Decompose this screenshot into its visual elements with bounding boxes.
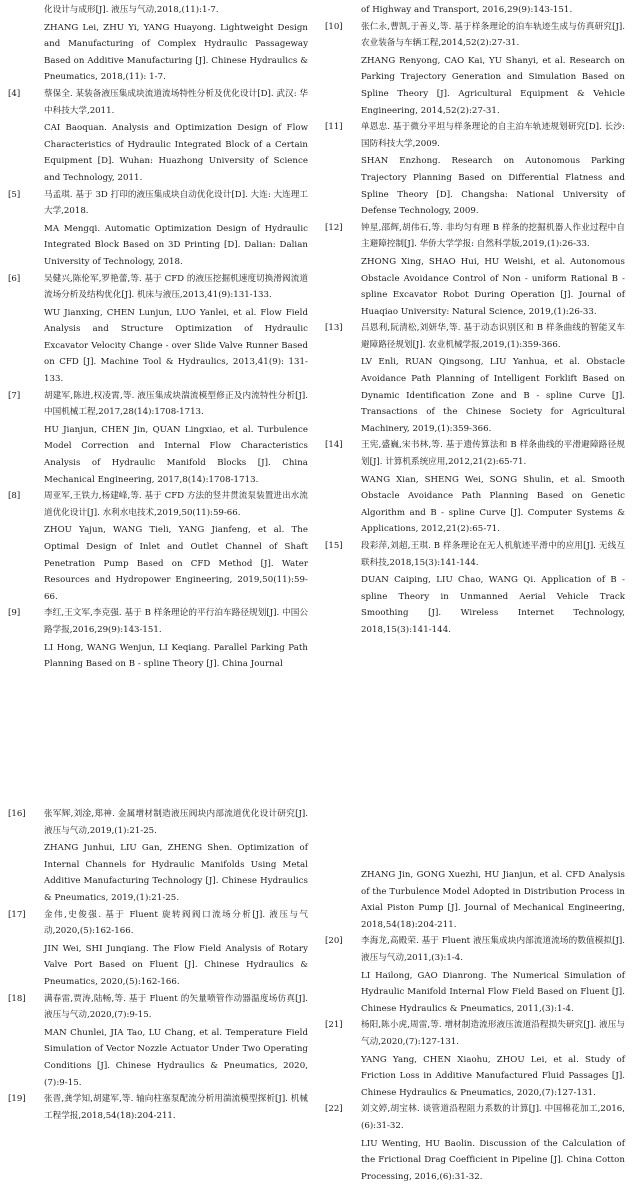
reference-entry	[8, 2, 308, 86]
reference-number: [12]	[325, 220, 343, 237]
reference-text-english: HU Jianjun, CHEN Jin, QUAN Lingxiao, et al. Turbulence Model Correction and Internal Flow Characteristics Analysis of Hydraulic Manifold Blocks [J]. China Mechanical Engineering, 2017,8(14):1708-1713.	[44, 422, 308, 488]
reference-number: [16]	[8, 806, 26, 823]
reference-text-chinese: 化设计与成形[J]. 液压与气动,2018,(11):1-7.	[44, 2, 308, 19]
reference-entry	[325, 119, 625, 220]
reference-number: [18]	[8, 991, 26, 1008]
reference-number: [22]	[325, 1101, 343, 1118]
reference-entry	[8, 1091, 308, 1124]
reference-column-bottom-left	[8, 806, 308, 1124]
reference-entry	[8, 86, 308, 187]
reference-text-english: ZHONG Xing, SHAO Hui, HU Weishi, et al. Autonomous Obstacle Avoidance Control of Non - uniform Rational B - spline Excavator Robot During Operation [J]. Journal of Huaqiao University: Natural Science, 2019,(1):26-33.	[361, 254, 625, 320]
reference-text-chinese: 张晋,龚学知,胡建军,等. 轴向柱塞泵配流分析用湍流模型探析[J]. 机械工程学报,2018,54(18):204-211.	[44, 1091, 308, 1124]
reference-text-english: YANG Yang, CHEN Xiaohu, ZHOU Lei, et al. Study of Friction Loss in Additive Manufactured Fluid Passages [J]. Chinese Hydraulics & Pneumatics, 2020,(7):127-131.	[361, 1052, 625, 1102]
reference-column-bottom-right	[325, 867, 625, 1185]
reference-text-chinese: 马孟琪. 基于 3D 打印的液压集成块自动优化设计[D]. 大连: 大连理工大学,2018.	[44, 187, 308, 220]
reference-number: [11]	[325, 119, 343, 136]
reference-number: [17]	[8, 907, 26, 924]
reference-entry	[325, 1017, 625, 1101]
reference-text-chinese: 金伟,史俊强. 基于 Fluent 旋转阀阀口流场分析[J]. 液压与气动,2020,(5):162-166.	[44, 907, 308, 940]
reference-text-chinese: 李红,王文军,李克强. 基于 B 样条理论的平行泊车路径规划[J]. 中国公路学报,2016,29(9):143-151.	[44, 605, 308, 638]
reference-text-chinese: 单恩忠. 基于微分平坦与样条理论的自主泊车轨迹规划研究[D]. 长沙: 国防科技大学,2009.	[361, 119, 625, 152]
reference-number: [15]	[325, 538, 343, 555]
reference-text-chinese: 周亚军,王铁力,杨建峰,等. 基于 CFD 方法的竖井贯流泵装置进出水流道优化设计[J]. 水利水电技术,2019,50(11):59-66.	[44, 488, 308, 521]
reference-text-chinese: 蔡保全. 某装备液压集成块流道流场特性分析及优化设计[D]. 武汉: 华中科技大学,2011.	[44, 86, 308, 119]
reference-number: [9]	[8, 605, 20, 622]
reference-entry	[325, 538, 625, 639]
reference-entry	[8, 991, 308, 1092]
reference-entry	[8, 187, 308, 271]
reference-text-english: ZHOU Yajun, WANG Tieli, YANG Jianfeng, et al. The Optimal Design of Inlet and Outlet Channel of Shaft Penetration Pump Based on CFD Method [J]. Water Resources and Hydropower Engineering, 2019,50(11):59-66.	[44, 522, 308, 605]
reference-text-chinese: 吴健兴,陈伦军,罗艳蕾,等. 基于 CFD 的液压挖掘机速度切换滑阀流道流场分析及结构优化[J]. 机床与液压,2013,41(9):131-133.	[44, 271, 308, 304]
reference-number: [13]	[325, 320, 343, 337]
reference-text-chinese: 段彩萍,刘超,王琪. B 样条理论在无人机航迹平滑中的应用[J]. 无线互联科技,2018,15(3):141-144.	[361, 538, 625, 571]
reference-entry	[8, 488, 308, 605]
reference-text-chinese: 吕恩利,阮清松,刘妍华,等. 基于动态识别区和 B 样条曲线的智能叉车避障路径规划[J]. 农业机械学报,2019,(1):359-366.	[361, 320, 625, 353]
reference-number: [10]	[325, 19, 343, 36]
reference-entry	[325, 437, 625, 538]
reference-text-chinese: 满春雷,贾涛,陆畅,等. 基于 Fluent 的矢量喷管作动器温度场仿真[J]. 液压与气动,2020,(7):9-15.	[44, 991, 308, 1024]
reference-text-chinese: 张军辉,刘淦,郑神. 金属增材制造液压阀块内部流道优化设计研究[J]. 液压与气动,2019,(1):21-25.	[44, 806, 308, 839]
reference-entry	[8, 271, 308, 388]
reference-text-english: JIN Wei, SHI Junqiang. The Flow Field Analysis of Rotary Valve Port Based on Fluent [J]. Chinese Hydraulics & Pneumatics, 2020,(5):162-166.	[44, 941, 308, 991]
reference-column-top-left	[8, 2, 308, 673]
reference-text-english: DUAN Caiping, LIU Chao, WANG Qi. Application of B - spline Theory in Unmanned Aerial Vehicle Track Smoothing [J]. Wireless Internet Technology, 2018,15(3):141-144.	[361, 572, 625, 638]
reference-text-english: LIU Wenting, HU Baolin. Discussion of the Calculation of the Frictional Drag Coefficient in Pipeline [J]. China Cotton Processing, 2016,(6):31-32.	[361, 1136, 625, 1185]
reference-text-chinese: 胡建军,陈进,权凌霄,等. 液压集成块湍流模型修正及内流特性分析[J]. 中国机械工程,2017,28(14):1708-1713.	[44, 388, 308, 421]
reference-text-english: LV Enli, RUAN Qingsong, LIU Yanhua, et al. Obstacle Avoidance Path Planning of Intelligent Forklift Based on Dynamic Identification Zone and B - spline Curve [J]. Transactions of the Chinese Society for Agricultural Machinery, 2019,(1):359-366.	[361, 354, 625, 437]
reference-text-english: ZHANG Renyong, CAO Kai, YU Shanyi, et al. Research on Parking Trajectory Generation and Simulation Based on Spline Theory [J]. Agricultural Equipment & Vehicle Engineering, 2014,52(2):27-31.	[361, 53, 625, 119]
reference-number: [19]	[8, 1091, 26, 1108]
reference-text-english: LI Hong, WANG Wenjun, LI Keqiang. Parallel Parking Path Planning Based on B - spline Theory [J]. China Journal	[44, 640, 308, 673]
reference-text-chinese: 李海龙,高殿荣. 基于 Fluent 液压集成块内部流道流场的数值模拟[J]. 液压与气动,2011,(3):1-4.	[361, 933, 625, 966]
reference-text-english: WU Jianxing, CHEN Lunjun, LUO Yanlei, et al. Flow Field Analysis and Structure Optimization of Hydraulic Excavator Velocity Change - over Slide Valve Runner Based on CFD [J]. Machine Tool & Hydraulics, 2013,41(9): 131-133.	[44, 305, 308, 388]
reference-text-english: ZHANG Jin, GONG Xuezhi, HU Jianjun, et al. CFD Analysis of the Turbulence Model Adopted in Distribution Process in Axial Piston Pump [J]. Journal of Mechanical Engineering, 2018,54(18):204-211.	[361, 867, 625, 933]
reference-entry	[8, 806, 308, 907]
reference-entry	[325, 2, 625, 19]
reference-number: [6]	[8, 271, 20, 288]
reference-entry	[8, 907, 308, 991]
reference-number: [14]	[325, 437, 343, 454]
reference-text-chinese: 杨阳,陈小虎,周雷,等. 增材制造流形液压流道沿程损失研究[J]. 液压与气动,2020,(7):127-131.	[361, 1017, 625, 1050]
reference-number: [20]	[325, 933, 343, 950]
reference-text-english: MAN Chunlei, JIA Tao, LU Chang, et al. Temperature Field Simulation of Vector Nozzle Actuator Under Two Operating Conditions [J]. Chinese Hydraulics & Pneumatics, 2020,(7):9-15.	[44, 1025, 308, 1091]
reference-text-english: CAI Baoquan. Analysis and Optimization Design of Flow Characteristics of Hydraulic Integrated Block of a Certain Equipment [D]. Wuhan: Huazhong University of Science and Technology, 2011.	[44, 120, 308, 186]
reference-entry	[325, 220, 625, 321]
reference-text-english: SHAN Enzhong. Research on Autonomous Parking Trajectory Planning Based on Differential Flatness and Spline Theory [D]. Changsha: National University of Defense Technology, 2009.	[361, 153, 625, 219]
reference-entry	[8, 605, 308, 672]
reference-entry	[325, 1101, 625, 1185]
reference-entry	[8, 388, 308, 489]
reference-text-chinese: 张仁永,曹凯,于善义,等. 基于样条理论的泊车轨迹生成与仿真研究[J]. 农业装备与车辆工程,2014,52(2):27-31.	[361, 19, 625, 52]
reference-text-english: of Highway and Transport, 2016,29(9):143-151.	[361, 2, 625, 19]
reference-entry	[325, 19, 625, 120]
reference-text-english: MA Mengqi. Automatic Optimization Design of Hydraulic Integrated Block Based on 3D Printing [D]. Dalian: Dalian University of Technology, 2018.	[44, 221, 308, 271]
reference-column-top-right	[325, 2, 625, 639]
reference-text-chinese: 刘文婷,胡宝林. 谈管道沿程阻力系数的计算[J]. 中国棉花加工,2016,(6):31-32.	[361, 1101, 625, 1134]
reference-number: [8]	[8, 488, 20, 505]
reference-text-english: ZHANG Lei, ZHU Yi, YANG Huayong. Lightweight Design and Manufacturing of Complex Hydraulic Passageway Based on Additive Manufacturing [J]. Chinese Hydraulics & Pneumatics, 2018,(11): 1-7.	[44, 20, 308, 86]
reference-entry	[325, 933, 625, 1017]
reference-text-english: ZHANG Junhui, LIU Gan, ZHENG Shen. Optimization of Internal Channels for Hydraulic Manifolds Using Metal Additive Manufacturing Technology [J]. Chinese Hydraulics & Pneumatics, 2019,(1):21-25.	[44, 840, 308, 906]
reference-text-chinese: 王宪,盛巍,宋书林,等. 基于遗传算法和 B 样条曲线的平滑避障路径规划[J]. 计算机系统应用,2012,21(2):65-71.	[361, 437, 625, 470]
reference-text-chinese: 钟星,邵辉,胡伟石,等. 非均匀有理 B 样条的挖掘机器人作业过程中自主避障控制[J]. 华侨大学学报: 自然科学版,2019,(1):26-33.	[361, 220, 625, 253]
reference-number: [4]	[8, 86, 20, 103]
reference-number: [5]	[8, 187, 20, 204]
reference-text-english: LI Hailong, GAO Dianrong. The Numerical Simulation of Hydraulic Manifold Internal Flow Field Based on Fluent [J]. Chinese Hydraulics & Pneumatics, 2011,(3):1-4.	[361, 968, 625, 1018]
reference-number: [7]	[8, 388, 20, 405]
reference-entry	[325, 867, 625, 933]
reference-text-english: WANG Xian, SHENG Wei, SONG Shulin, et al. Smooth Obstacle Avoidance Path Planning Based on Genetic Algorithm and B - spline Curve [J]. Computer Systems & Applications, 2012,21(2):65-71.	[361, 472, 625, 538]
reference-entry	[325, 320, 625, 437]
reference-number: [21]	[325, 1017, 343, 1034]
